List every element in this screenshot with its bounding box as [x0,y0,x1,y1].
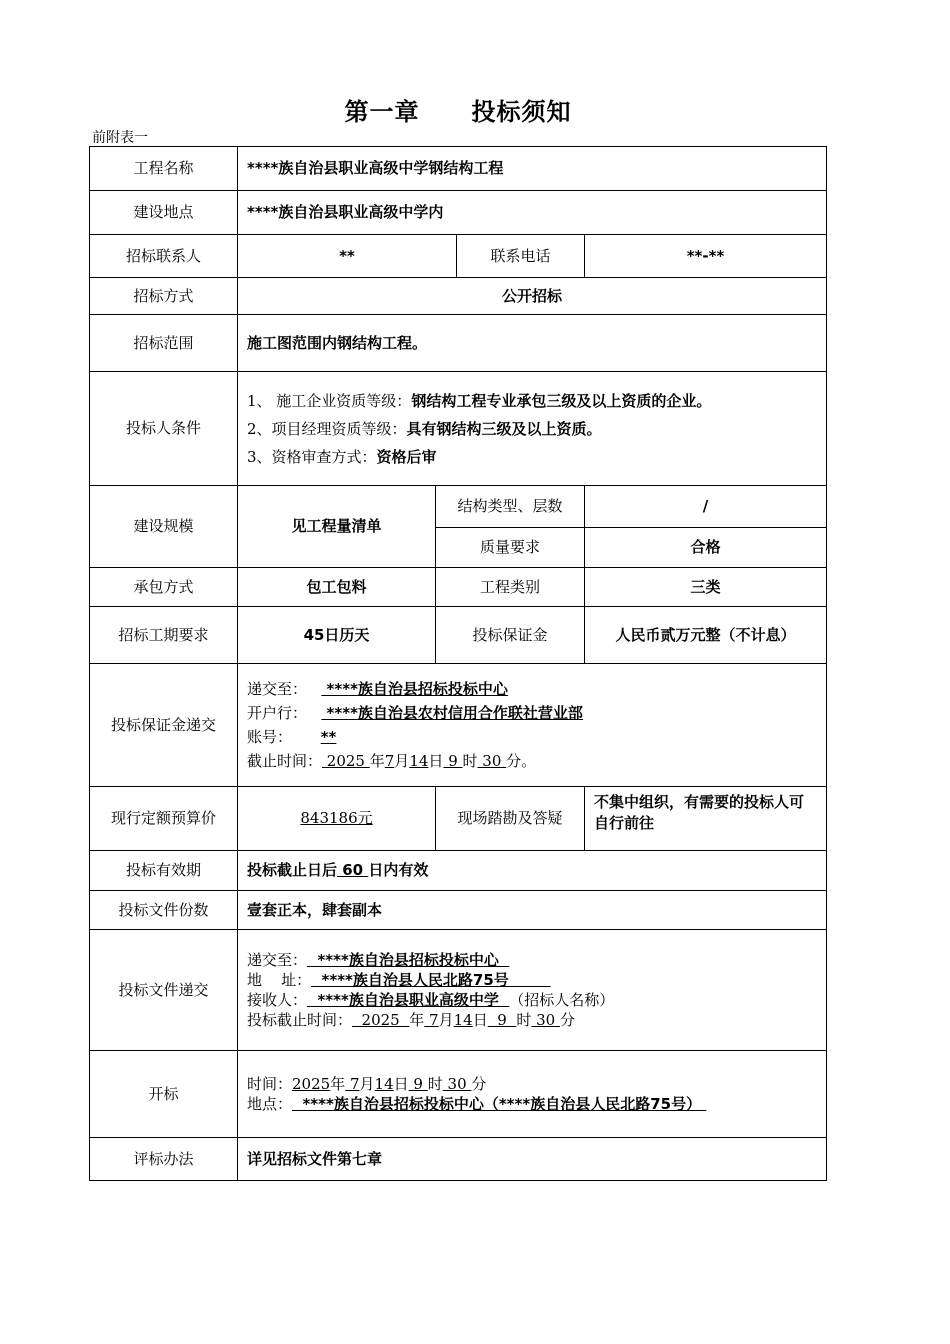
row-label: 联系电话 [457,235,585,278]
row-label: 投标保证金递交 [90,664,238,787]
table-row [90,891,827,930]
table-row [90,1051,827,1138]
table-row [90,664,827,787]
row-label: 投标保证金 [436,607,585,664]
table-row [90,235,827,278]
location-value: ****族自治县职业高级中学内 [238,191,827,235]
contact-value: ** [238,235,457,278]
table-row [90,315,827,372]
table-row [90,372,827,486]
row-label: 招标范围 [90,315,238,372]
table-row [90,851,827,891]
quality-value: 合格 [585,528,827,568]
row-label: 招标工期要求 [90,607,238,664]
row-label: 结构类型、层数 [436,486,585,528]
page-title [0,92,916,127]
table-row [90,191,827,235]
scale-value: 见工程量清单 [238,486,436,568]
chapter-title: 投标须知 [471,98,572,126]
row-label: 工程类别 [436,568,585,607]
tender-info-table [89,146,827,1181]
table-row [90,787,827,851]
row-label: 现场踏勘及答疑 [436,787,585,851]
row-label: 建设地点 [90,191,238,235]
phone-value: **-** [585,235,827,278]
table-row [90,930,827,1051]
table-row [90,147,827,191]
structure-value: / [585,486,827,528]
copies-value: 壹套正本，肆套副本 [238,891,827,930]
chapter-number: 第一章 [344,98,420,126]
row-label: 建设规模 [90,486,238,568]
deposit-value: 人民币贰万元整（不计息） [585,607,827,664]
row-label: 现行定额预算价 [90,787,238,851]
category-value: 三类 [585,568,827,607]
budget-value: 843186元 [300,809,373,827]
row-label: 投标有效期 [90,851,238,891]
scope-value: 施工图范围内钢结构工程。 [238,315,827,372]
row-label: 开标 [90,1051,238,1138]
table-row [90,1138,827,1181]
row-label: 招标方式 [90,278,238,315]
evaluation-value: 详见招标文件第七章 [238,1138,827,1181]
table-row [90,278,827,315]
method-value: 公开招标 [238,278,827,315]
contract-value: 包工包料 [238,568,436,607]
period-value: 45日历天 [238,607,436,664]
row-label: 投标文件递交 [90,930,238,1051]
table-row [90,486,827,528]
row-label: 投标文件份数 [90,891,238,930]
row-label: 投标人条件 [90,372,238,486]
row-label: 评标办法 [90,1138,238,1181]
project-name-value: ****族自治县职业高级中学钢结构工程 [238,147,827,191]
opening-value: 时间：2025年 7月14日 9 时 30 分 地点： ****族自治县招标投标中心（****族自治县人民北路75号） [238,1051,827,1138]
row-label: 工程名称 [90,147,238,191]
conditions-value: 1、 施工企业资质等级：钢结构工程专业承包三级及以上资质的企业。 2、项目经理资质等级：具有钢结构三级及以上资质。 3、资格审查方式：资格后审 [238,372,827,486]
row-label: 承包方式 [90,568,238,607]
row-label: 招标联系人 [90,235,238,278]
site-visit-value: 不集中组织，有需要的投标人可自行前往 [585,787,827,851]
row-label: 质量要求 [436,528,585,568]
doc-submit-value: 递交至： ****族自治县招标投标中心 地 址： ****族自治县人民北路75号 接收人： ****族自治县职业高级中学 （招标人名称） 投标截止时间： 2025 年 7月14日 9 时 30 分 [238,930,827,1051]
validity-value: 投标截止日后 60 日内有效 [238,851,827,891]
attachment-label: 前附表一 [92,130,148,146]
deposit-submit-value: 递交至： ****族自治县招标投标中心 开户行： ****族自治县农村信用合作联社营业部 账号： ** 截止时间： 2025 年7月14日 9 时 30 分。 [238,664,827,787]
table-row [90,568,827,607]
table-row [90,607,827,664]
